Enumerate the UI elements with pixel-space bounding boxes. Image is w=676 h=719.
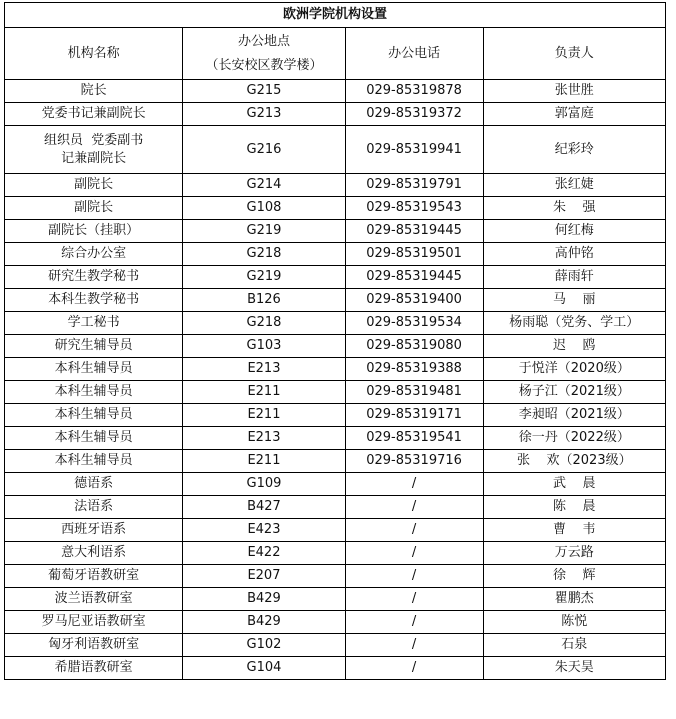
cell-phone: / (345, 588, 483, 611)
table-row (5, 657, 666, 680)
table-row (5, 611, 666, 634)
cell-name: 德语系 (5, 473, 183, 496)
cell-phone: 029-85319388 (345, 358, 483, 381)
cell-person: 张世胜 (483, 80, 665, 103)
cell-location: G216 (183, 126, 345, 174)
cell-location: B126 (183, 289, 345, 312)
table-row (5, 289, 666, 312)
cell-name: 本科生辅导员 (5, 427, 183, 450)
table-row (5, 126, 666, 174)
cell-phone: 029-85319791 (345, 174, 483, 197)
table-row (5, 220, 666, 243)
cell-name: 匈牙利语教研室 (5, 634, 183, 657)
cell-location: E211 (183, 404, 345, 427)
cell-name: 党委书记兼副院长 (5, 103, 183, 126)
cell-person: 徐一丹（2022级） (483, 427, 665, 450)
cell-location: E423 (183, 519, 345, 542)
cell-phone: 029-85319501 (345, 243, 483, 266)
cell-phone: 029-85319941 (345, 126, 483, 174)
cell-phone: 029-85319400 (345, 289, 483, 312)
cell-name: 本科生辅导员 (5, 358, 183, 381)
cell-person: 郭富庭 (483, 103, 665, 126)
cell-location: G219 (183, 220, 345, 243)
cell-person: 石泉 (483, 634, 665, 657)
cell-location: G218 (183, 312, 345, 335)
cell-phone: 029-85319716 (345, 450, 483, 473)
cell-person: 迟 鸥 (483, 335, 665, 358)
table-title: 欧洲学院机构设置 (5, 3, 666, 28)
cell-person: 马 丽 (483, 289, 665, 312)
cell-person: 曹 韦 (483, 519, 665, 542)
cell-person: 徐 辉 (483, 565, 665, 588)
cell-location: G108 (183, 197, 345, 220)
cell-name: 西班牙语系 (5, 519, 183, 542)
cell-name: 副院长 (5, 197, 183, 220)
cell-name: 组织员 党委副书记兼副院长 (5, 126, 183, 174)
cell-person: 于悦洋（2020级） (483, 358, 665, 381)
cell-name: 综合办公室 (5, 243, 183, 266)
cell-location: E211 (183, 450, 345, 473)
cell-name: 法语系 (5, 496, 183, 519)
table-row (5, 335, 666, 358)
cell-name: 本科生辅导员 (5, 381, 183, 404)
cell-person: 杨子江（2021级） (483, 381, 665, 404)
table-row (5, 243, 666, 266)
cell-phone: / (345, 611, 483, 634)
header-person: 负责人 (483, 28, 665, 80)
cell-person: 张红婕 (483, 174, 665, 197)
cell-location: E213 (183, 358, 345, 381)
cell-location: B427 (183, 496, 345, 519)
cell-location: G214 (183, 174, 345, 197)
header-location-line2: （长安校区教学楼） (205, 57, 323, 73)
cell-name: 罗马尼亚语教研室 (5, 611, 183, 634)
cell-name: 副院长（挂职） (5, 220, 183, 243)
cell-phone: / (345, 565, 483, 588)
cell-phone: / (345, 473, 483, 496)
cell-person: 高仲铭 (483, 243, 665, 266)
cell-location: G215 (183, 80, 345, 103)
table-row (5, 450, 666, 473)
table-row (5, 588, 666, 611)
table-row (5, 634, 666, 657)
cell-person: 张 欢（2023级） (483, 450, 665, 473)
cell-phone: 029-85319445 (345, 266, 483, 289)
cell-phone: / (345, 519, 483, 542)
cell-location: E211 (183, 381, 345, 404)
cell-location: E213 (183, 427, 345, 450)
cell-location: G103 (183, 335, 345, 358)
cell-location: E207 (183, 565, 345, 588)
cell-phone: 029-85319080 (345, 335, 483, 358)
cell-phone: / (345, 542, 483, 565)
cell-name: 本科生教学秘书 (5, 289, 183, 312)
table-row (5, 174, 666, 197)
table-row (5, 519, 666, 542)
table-row (5, 427, 666, 450)
cell-name: 波兰语教研室 (5, 588, 183, 611)
org-table (4, 2, 666, 680)
cell-person: 薛雨轩 (483, 266, 665, 289)
cell-phone: 029-85319171 (345, 404, 483, 427)
cell-person: 万云路 (483, 542, 665, 565)
cell-location: B429 (183, 611, 345, 634)
cell-name: 研究生辅导员 (5, 335, 183, 358)
cell-person: 朱天昊 (483, 657, 665, 680)
cell-person: 朱 强 (483, 197, 665, 220)
cell-location: G104 (183, 657, 345, 680)
cell-name: 研究生教学秘书 (5, 266, 183, 289)
cell-person: 武 晨 (483, 473, 665, 496)
table-row (5, 381, 666, 404)
cell-person: 李昶昭（2021级） (483, 404, 665, 427)
cell-name: 意大利语系 (5, 542, 183, 565)
header-location-line1: 办公地点 (237, 33, 290, 49)
cell-location: E422 (183, 542, 345, 565)
cell-name: 本科生辅导员 (5, 404, 183, 427)
cell-phone: / (345, 657, 483, 680)
cell-person: 陈悦 (483, 611, 665, 634)
cell-phone: / (345, 634, 483, 657)
table-row (5, 542, 666, 565)
cell-location: G219 (183, 266, 345, 289)
cell-person: 陈 晨 (483, 496, 665, 519)
cell-name: 学工秘书 (5, 312, 183, 335)
cell-phone: / (345, 496, 483, 519)
header-name: 机构名称 (5, 28, 183, 80)
cell-phone: 029-85319372 (345, 103, 483, 126)
table-row (5, 358, 666, 381)
cell-location: G218 (183, 243, 345, 266)
table-row (5, 312, 666, 335)
cell-location: G102 (183, 634, 345, 657)
cell-name: 本科生辅导员 (5, 450, 183, 473)
cell-phone: 029-85319878 (345, 80, 483, 103)
cell-phone: 029-85319534 (345, 312, 483, 335)
table-row (5, 103, 666, 126)
table-row (5, 80, 666, 103)
cell-name: 院长 (5, 80, 183, 103)
cell-phone: 029-85319481 (345, 381, 483, 404)
table-row (5, 404, 666, 427)
cell-person: 瞿鹏杰 (483, 588, 665, 611)
header-phone: 办公电话 (345, 28, 483, 80)
cell-name: 副院长 (5, 174, 183, 197)
cell-name: 希腊语教研室 (5, 657, 183, 680)
table-row (5, 473, 666, 496)
table-row (5, 496, 666, 519)
cell-person: 纪彩玲 (483, 126, 665, 174)
cell-location: G109 (183, 473, 345, 496)
cell-location: B429 (183, 588, 345, 611)
cell-person: 何红梅 (483, 220, 665, 243)
cell-phone: 029-85319543 (345, 197, 483, 220)
table-row (5, 266, 666, 289)
cell-location: G213 (183, 103, 345, 126)
table-row (5, 197, 666, 220)
cell-person: 杨雨聪（党务、学工） (483, 312, 665, 335)
table-row (5, 565, 666, 588)
cell-name: 葡萄牙语教研室 (5, 565, 183, 588)
cell-phone: 029-85319445 (345, 220, 483, 243)
header-row (5, 28, 666, 80)
header-location (183, 28, 345, 80)
cell-phone: 029-85319541 (345, 427, 483, 450)
